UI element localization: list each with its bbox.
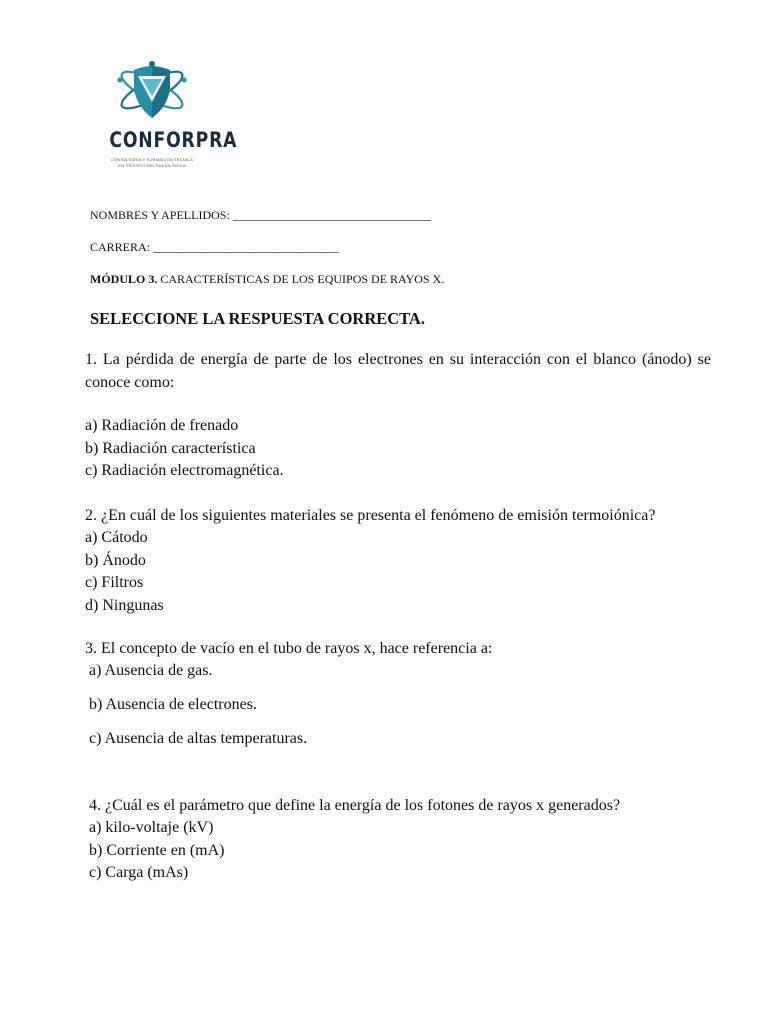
atom-shield-icon	[100, 58, 204, 126]
brand-name: CONFORPRA	[109, 128, 238, 152]
option: a) Cátodo	[85, 529, 148, 546]
option: c) Carga (mAs)	[89, 864, 189, 881]
modulo-title: CARACTERÍSTICAS DE LOS EQUIPOS DE RAYOS X.	[157, 272, 445, 286]
question-2-options	[85, 527, 164, 617]
question-2-text: 2. ¿En cuál de los siguientes materiales se presenta el fenómeno de emisión termoiónica?	[85, 507, 656, 524]
question-4-options	[89, 817, 225, 885]
carrera-field: CARRERA: _______________________________	[90, 240, 340, 254]
option: c) Radiación electromagnética.	[85, 462, 284, 479]
question-4-text: 4. ¿Cuál es el parámetro que define la energía de los fotones de rayos x generados?	[89, 797, 621, 814]
nombres-field: NOMBRES Y APELLIDOS: _________________________________	[90, 208, 431, 222]
brand-tagline-2: EN PROTECCIÓN RADIOLÓGICA	[118, 163, 186, 168]
option: c) Filtros	[85, 574, 144, 591]
modulo-number: MÓDULO 3.	[90, 272, 158, 286]
option: b) Corriente en (mA)	[89, 841, 225, 859]
option: d) Ningunas	[85, 596, 164, 614]
question-3-option-c: c) Ausencia de altas temperaturas.	[89, 730, 308, 747]
question-3-text: 3. El concepto de vacío en el tubo de rayos x, hace referencia a:	[85, 640, 493, 657]
question-1-text: 1. La pérdida de energía de parte de los electrones en su interacción con el blanco (ánodo) se conoce como:	[85, 351, 711, 391]
question-3-option-b: b) Ausencia de electrones.	[89, 696, 257, 713]
question-3-option-a: a) Ausencia de gas.	[89, 662, 213, 679]
option: a) Radiación de frenado	[85, 417, 239, 434]
modulo-heading	[90, 272, 444, 287]
option: b) Ánodo	[85, 551, 146, 569]
instruction-title: SELECCIONE LA RESPUESTA CORRECTA.	[90, 309, 425, 328]
option: a) kilo-voltaje (kV)	[89, 819, 214, 836]
brand-tagline-1: CONSULTORÍA Y FORMACIÓN TÉCNICA	[110, 157, 194, 162]
question-1-options	[85, 415, 284, 483]
conforpra-logo	[100, 58, 238, 174]
option: b) Radiación característica	[85, 439, 256, 457]
